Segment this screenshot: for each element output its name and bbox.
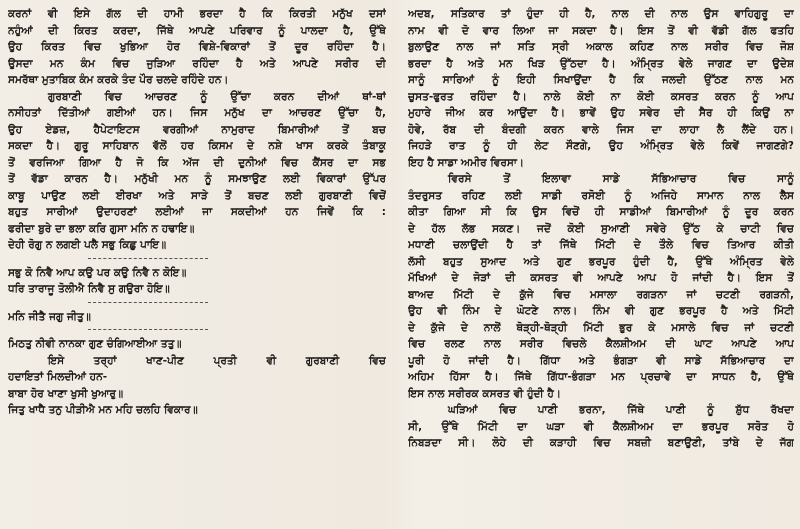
text-line: ਹੋਵੇ, ਰੱਬ ਦੀ ਬੰਦਗੀ ਕਰਨ ਵਾਲੇ ਜਿਸ ਦਾ ਲਾਹਾ ਲੈ ਲੈਂਦੇ ਹਨ। bbox=[408, 123, 794, 136]
quote-line: ਫਰੀਦਾ ਬੁਰੇ ਦਾ ਭਲਾ ਕਰਿ ਗੁਸਾ ਮਨਿ ਨ ਹਢਾਇ॥ bbox=[8, 222, 195, 235]
text-line: ਮੁਹਾਰੇ ਜੀਅ ਕਰ ਆਉਂਦਾ ਹੈ। ਭਾਵੇਂ ਉਹ ਸਵੇਰ ਦੀ ਸੈਰ ਹੀ ਕਿਉਂ ਨਾ bbox=[408, 107, 794, 119]
text-line: ਉਹ ਏਡਜ਼, ਹੈਪੇਟਾਇਟਸ ਵਰਗੀਆਂ ਨਾਮੁਰਾਦ ਬਿਮਾਰੀਆਂ ਤੋਂ ਬਚ bbox=[8, 123, 386, 136]
text-line: ਘੜਿਆਂ ਵਿਚ ਪਾਣੀ ਭਰਨਾ, ਜਿੱਥੇ ਪਾਣੀ ਨੂੰ ਸ਼ੁੱਧ ਰੱਖਦਾ bbox=[448, 404, 794, 416]
text-line: ਬਾਅਦ ਮਿੱਟੀ ਦੇ ਕੁੱਜੇ ਵਿਚ ਮਸਾਲਾ ਰਗੜਨਾ ਜਾਂ ਚਟਣੀ ਰਗੜਨੀ, bbox=[408, 288, 794, 301]
text-line: ਉਹ ਵੀ ਨਿੰਮ ਦੇ ਘੋਟਣੇ ਨਾਲ। ਨਿੰਮ ਵੀ ਗੁਣ ਭਰਪੂਰ ਹੈ ਅਤੇ ਮਿੱਟੀ bbox=[408, 305, 794, 317]
left-paragraph-2 bbox=[8, 89, 386, 254]
verse-line: ਧਰਿ ਤਾਰਾਜੂ ਤੋਲੀਐ ਨਿਵੈ ਸੁ ਗਉਰਾ ਹੋਇ॥ bbox=[8, 283, 170, 295]
verse-line: ਬਾਬਾ ਹੋਰ ਖਾਣਾ ਖੁਸੀ ਖੁਆਰੁ॥ bbox=[8, 387, 124, 400]
text-line: ਭਰਦਾ ਹੈ ਅਤੇ ਮਨ ਖਿੜ ਉੱਠਦਾ ਹੈ। ਅੰਮ੍ਰਿਤ ਵੇਲੇ ਜਾਗਣ ਦਾ ਉਦੇਸ਼ bbox=[408, 57, 794, 70]
verse-block-4 bbox=[8, 386, 386, 419]
text-line: ਕੀਤਾ ਗਿਆ ਸੀ ਕਿ ਉਸ ਵਿਚੋਂ ਹੀ ਸਾਡੀਆਂ ਬਿਮਾਰੀਆਂ ਨੂੰ ਦੂਰ ਕਰਨ bbox=[408, 206, 794, 218]
text-line: ਚੁਸਤ-ਫੁਰਤ ਰਹਿੰਦਾ ਹੈ। ਨਾਲੇ ਕੋਈ ਨਾ ਕੋਈ ਕਸਰਤ ਕਰਨ ਨੂੰ ਆਪ bbox=[408, 90, 794, 103]
text-line: ਅਦਬ, ਸਤਿਕਾਰ ਤਾਂ ਹੁੰਦਾ ਹੀ ਹੈ, ਨਾਲ ਦੀ ਨਾਲ ਉਸ ਵਾਹਿਗੁਰੂ ਦਾ bbox=[408, 8, 794, 20]
verse-line: ਮਨਿ ਜੀਤੈ ਜਗੁ ਜੀਤੁ॥ bbox=[8, 310, 91, 323]
text-line: ਦੇ ਹੱਲ ਲੱਭ ਸਕਣ। ਜਦੋਂ ਕੋਈ ਸੁਆਣੀ ਸਵੇਰੇ ਉੱਠ ਕੇ ਚਾਟੀ ਵਿਚ bbox=[408, 222, 794, 235]
verse-line: ਮਿਠਤੁ ਨੀਵੀ ਨਾਨਕਾ ਗੁਣ ਚੰਗਿਆਈਆ ਤਤੁ॥ bbox=[8, 338, 182, 350]
text-line: ਨਿਬੜਦਾ ਸੀ। ਲੋਹੇ ਦੀ ਕੜਾਹੀ ਵਿਚ ਸਬਜ਼ੀ ਬਣਾਉਣੀ, ਤਾਂਬੇ ਦੇ ਜੱਗ bbox=[408, 437, 794, 449]
text-line: ਮੱਖਿਆਂ ਦੇ ਜੋੜਾਂ ਦੀ ਕਸਰਤ ਵੀ ਆਪਣੇ ਆਪ ਹੋ ਜਾਂਦੀ ਹੈ। ਇਸ ਤੋਂ bbox=[408, 272, 794, 284]
text-line: ਤੋਂ ਵਰਜਿਆ ਗਿਆ ਹੈ ਜੋ ਕਿ ਅੱਜ ਦੀ ਦੁਨੀਆਂ ਵਿਚ ਕੈਂਸਰ ਦਾ ਸਭ bbox=[8, 156, 386, 169]
text-line: ਨਹੁੰਆਂ ਦੀ ਕਿਰਤ ਕਰਦਾ, ਜਿੱਥੇ ਆਪਣੇ ਪਰਿਵਾਰ ਨੂੰ ਪਾਲਦਾ ਹੈ, ਉੱਥੇ bbox=[8, 24, 386, 37]
text-line: ਇਸ ਨਾਲ ਸਰੀਰਕ ਕਸਰਤ ਵੀ ਹੁੰਦੀ ਹੈ। bbox=[408, 387, 561, 400]
text-line: ਬਹੁਤ ਸਾਰੀਆਂ ਉਦਾਹਰਣਾਂ ਲਈਆਂ ਜਾ ਸਕਦੀਆਂ ਹਨ ਜਿਵੇਂ ਕਿ : bbox=[8, 206, 386, 218]
quote-line: ਦੇਹੀ ਰੋਗੁ ਨ ਲਗਈ ਪਲੈ ਸਭੁ ਕਿਛੁ ਪਾਇ॥ bbox=[8, 239, 167, 251]
text-line: ਗੁਰਬਾਣੀ ਵਿਚ ਆਚਰਣ ਨੂੰ ਉੱਚਾ ਕਰਨ ਦੀਆਂ ਥਾਂ-ਥਾਂ bbox=[48, 90, 386, 103]
left-paragraph-3 bbox=[8, 353, 386, 386]
right-paragraph-3 bbox=[408, 402, 794, 452]
text-line: ਉਹ ਕਿਰਤ ਵਿਚ ਖੁਭਿਆ ਹੋਰ ਵਿਸ਼ੇ-ਵਿਕਾਰਾਂ ਤੋਂ ਦੂਰ ਰਹਿੰਦਾ ਹੈ। bbox=[8, 41, 386, 53]
text-line: ਸਾਨੂੰ ਸਾਰਿਆਂ ਨੂੰ ਇਹੀ ਸਿਖਾਉਂਦਾ ਹੈ ਕਿ ਜਲਦੀ ਉੱਠਣ ਨਾਲ ਮਨ bbox=[408, 74, 794, 86]
text-line: ਦੇ ਕੁੱਜੇ ਦੇ ਨਾਲੋਂ ਥੋੜ੍ਹੀ-ਥੋੜ੍ਹੀ ਮਿੱਟੀ ਭੁਰ ਕੇ ਮਸਾਲੇ ਵਿਚ ਜਾਂ ਚਟਣੀ bbox=[408, 321, 794, 334]
text-line: ਕਰਨਾਂ ਵੀ ਇਸੇ ਗੱਲ ਦੀ ਹਾਮੀ ਭਰਦਾ ਹੈ ਕਿ ਕਿਰਤੀ ਮਨੁੱਖ ਦਸਾਂ bbox=[8, 8, 386, 20]
text-line: ਨਸੀਹਤਾਂ ਦਿੱਤੀਆਂ ਗਈਆਂ ਹਨ। ਜਿਸ ਮਨੁੱਖ ਦਾ ਆਚਰਣ ਉੱਚਾ ਹੈ, bbox=[8, 107, 386, 119]
text-line: ਮਧਾਣੀ ਚਲਾਉਂਦੀ ਹੈ ਤਾਂ ਜਿੱਥੇ ਮਿੱਟੀ ਦੇ ਤੌਲੇ ਵਿਚ ਤਿਆਰ ਕੀਤੀ bbox=[408, 239, 794, 251]
verse-line: ਜਿਤੁ ਖਾਧੈ ਤਨੁ ਪੀੜੀਐ ਮਨ ਮਹਿ ਚਲਹਿ ਵਿਕਾਰ॥ bbox=[8, 404, 198, 416]
text-line: ਇਹ ਹੈ ਸਾਡਾ ਅਮੀਰ ਵਿਰਸਾ। bbox=[408, 156, 525, 169]
text-line: ਕਾਬੂ ਪਾਉਣ ਲਈ ਈਰਖਾ ਅਤੇ ਸਾੜੇ ਤੋਂ ਬਚਣ ਲਈ ਗੁਰਬਾਣੀ ਵਿਚੋਂ bbox=[8, 189, 386, 202]
verse-block-1 bbox=[8, 265, 386, 298]
right-column bbox=[408, 6, 794, 527]
text-line: ਸਮਰੱਥਾ ਮੁਤਾਬਿਕ ਕੰਮ ਕਰਕੇ ਤੰਦ ਪੌਰ ਚਲਦੇ ਰਹਿੰਦੇ ਹਨ। bbox=[8, 74, 229, 86]
left-paragraph-1 bbox=[8, 6, 386, 89]
text-line: ਪੂਰੀ ਹੋ ਜਾਂਦੀ ਹੈ। ਗਿੱਧਾ ਅਤੇ ਭੰਗੜਾ ਵੀ ਸਾਡੇ ਸੱਭਿਆਚਾਰ ਦਾ bbox=[408, 354, 794, 367]
text-line: ਵਿਰਸੇ ਤੋਂ ਇਲਾਵਾ ਸਾਡੇ ਸੱਭਿਆਚਾਰ ਵਿਚ ਸਾਨੂੰ bbox=[448, 173, 794, 185]
separator-rule bbox=[88, 258, 208, 259]
text-line: ਵਿਚ ਰਲਣ ਨਾਲ ਸਰੀਰ ਵਿਚਲੇ ਕੈਲਸ਼ੀਅਮ ਦੀ ਘਾਟ ਆਪਣੇ ਆਪ bbox=[408, 338, 794, 350]
text-line: ਇਸੇ ਤਰ੍ਹਾਂ ਖਾਣ-ਪੀਣ ਪ੍ਰਤੀ ਵੀ ਗੁਰਬਾਣੀ ਵਿਚ bbox=[48, 354, 386, 367]
text-line: ਅਹਿਮ ਹਿੱਸਾ ਹੈ। ਜਿੱਥੇ ਗਿੱਧਾ-ਭੰਗੜਾ ਮਨ ਪ੍ਰਚਾਵੇ ਦਾ ਸਾਧਨ ਹੈ, ਉੱਥੇ bbox=[408, 371, 794, 383]
text-line: ਤੰਦਰੁਸਤ ਰਹਿਣ ਲਈ ਸਾਡੀ ਰਸੋਈ ਨੂੰ ਅਜਿਹੇ ਸਾਮਾਨ ਨਾਲ ਲੈਸ bbox=[408, 189, 794, 202]
text-line: ਲੱਸੀ ਬਹੁਤ ਸੁਆਦ ਅਤੇ ਗੁਣ ਭਰਪੂਰ ਹੁੰਦੀ ਹੈ, ਉੱਥੇ ਅੰਮ੍ਰਿਤ ਵੇਲੇ bbox=[408, 255, 794, 268]
right-paragraph-2 bbox=[408, 171, 794, 402]
text-line: ਸਕਦਾ ਹੈ। ਗੁਰੂ ਸਾਹਿਬਾਨ ਵੱਲੋਂ ਹਰ ਕਿਸਮ ਦੇ ਨਸ਼ੇ ਖਾਸ ਕਰਕੇ ਤੰਬਾਕੂ bbox=[8, 140, 386, 152]
text-line: ਨਾਮ ਵੀ ਦੋ ਵਾਰ ਲਿਆ ਜਾ ਸਕਦਾ ਹੈ। ਇਸ ਤੋਂ ਵੀ ਵੱਡੀ ਗੱਲ ਫਤਹਿ bbox=[408, 24, 794, 37]
separator-rule bbox=[88, 302, 208, 303]
left-column bbox=[8, 6, 386, 527]
text-line: ਤੋਂ ਵੱਡਾ ਕਾਰਨ ਹੈ। ਮਨੁੱਖੀ ਮਨ ਨੂੰ ਸਮਝਾਉਣ ਲਈ ਵਿਕਾਰਾਂ ਉੱਪਰ bbox=[8, 173, 386, 185]
verse-line: ਸਭੁ ਕੋ ਨਿਵੈ ਆਪ ਕਉ ਪਰ ਕਉ ਨਿਵੈ ਨ ਕੋਇ॥ bbox=[8, 266, 187, 279]
right-paragraph-1 bbox=[408, 6, 794, 171]
text-line: ਹਦਾਇਤਾਂ ਮਿਲਦੀਆਂ ਹਨ- bbox=[8, 371, 108, 383]
text-line: ਸੀ, ਉੱਥੇ ਮਿੱਟੀ ਦਾ ਘੜਾ ਵੀ ਕੈਲਸ਼ੀਅਮ ਦਾ ਭਰਪੂਰ ਸਰੋਤ ਹੋ bbox=[408, 420, 794, 433]
text-line: ਜਿਹੜੇ ਰਾਤ ਨੂੰ ਹੀ ਲੇਟ ਸੌਣਗੇ, ਉਹ ਅੰਮ੍ਰਿਤ ਵੇਲੇ ਕਿਵੇਂ ਜਾਗਣਗੇ? bbox=[408, 140, 794, 152]
text-line: ਉਸਦਾ ਮਨ ਕੰਮ ਵਿਚ ਜੁੜਿਆ ਰਹਿੰਦਾ ਹੈ ਅਤੇ ਆਪਣੇ ਸਰੀਰ ਦੀ bbox=[8, 57, 386, 70]
text-line: ਬੁਲਾਉਣ ਨਾਲ ਜਾਂ ਸਤਿ ਸ੍ਰੀ ਅਕਾਲ ਕਹਿਣ ਨਾਲ ਸਰੀਰ ਵਿਚ ਜੋਸ਼ bbox=[408, 41, 794, 53]
separator-rule bbox=[88, 329, 208, 330]
